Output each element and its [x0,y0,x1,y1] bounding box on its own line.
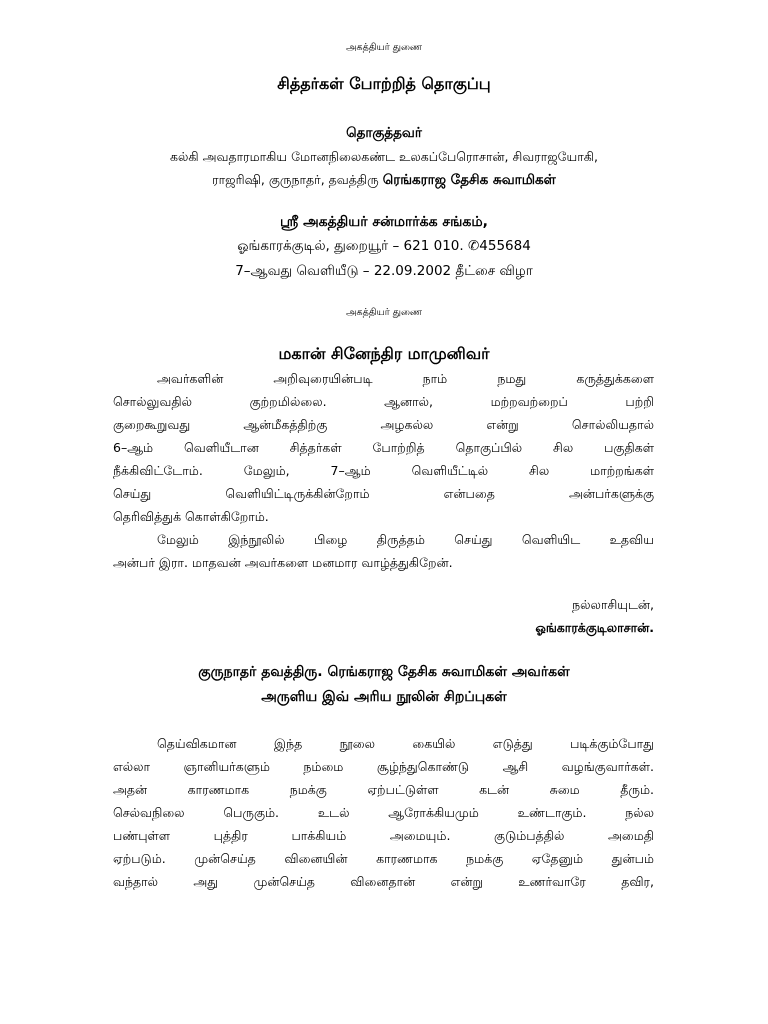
section-blessing: அகத்தியர் துணை [345,307,423,318]
section2-line: செல்வநிலை பெருகும். உடல் ஆரோக்கியமும் உண்டாகும். நல்ல [113,805,654,820]
compiler-line-2 [0,174,768,188]
section2-line: வந்தால் அது முன்செய்த வினைதான் என்று உணர்வாரே தவிர, [113,874,654,889]
org-name: ஸ்ரீ அகத்தியர் சன்மார்க்க சங்கம், [280,214,488,230]
section1-line: செய்து வெளியிட்டிருக்கின்றோம் என்பதை அன்பர்களுக்கு [113,486,654,501]
section1-line: நீக்கிவிட்டோம். மேலும், 7–ஆம் வெளியீட்டில் சில மாற்றங்கள் [113,463,654,478]
edition-line: 7–ஆவது வெளியீடு – 22.09.2002 தீட்சை விழா [235,263,533,279]
book-title: சித்தர்கள் போற்றித் தொகுப்பு [277,74,491,93]
section1-line: அவர்களின் அறிவுரையின்படி நாம் நமது கருத்துக்களை [157,371,654,386]
section2-line: எல்லா ஞானியர்களும் நம்மை சூழ்ந்துகொண்டு ஆசி வழங்குவார்கள். [113,759,654,774]
section2-line: பண்புள்ள புத்திர பாக்கியம் அமையும். குடும்பத்தில் அமைதி [113,828,654,843]
compiler-line-2-prefix: ராஜரிஷி, குருநாதர், தவத்திரு [212,172,379,187]
section1-line: மேலும் இந்நூலில் பிழை திருத்தம் செய்து வெளியிட உதவிய [157,532,654,547]
section2-title-line-1: குருநாதர் தவத்திரு. ரெங்கராஜ தேசிக சுவாமிகள் அவர்கள் [198,664,570,680]
header-blessing: அகத்தியர் துணை [345,42,423,53]
compiler-name: ரெங்கராஜ தேசிக சுவாமிகள் [382,172,556,188]
section2-line: தெய்விகமான இந்த நூலை கையில் எடுத்து படிக்கும்போது [157,736,654,751]
section1-line: 6–ஆம் வெளியீடான சித்தர்கள் போற்றித் தொகுப்பில் சில பகுதிகள் [113,440,654,455]
signature: ஓங்காரக்குடிலாசான். [535,620,654,635]
compiler-line-1: கல்கி அவதாரமாகிய மோனநிலைகண்ட உலகப்பேரொசான், சிவராஜயோகி, [170,149,598,164]
section2-line: ஏற்படும். முன்செய்த வினையின் காரணமாக நமக்கு ஏதேனும் துன்பம் [113,851,654,866]
compiler-heading: தொகுத்தவர் [346,125,422,141]
closing-text: நல்லாசியுடன், [572,597,654,612]
section1-line: அன்பர் இரா. மாதவன் அவர்களை மனமார வாழ்த்துகிறேன். [113,555,453,570]
section1-line: தெரிவித்துக் கொள்கிறோம். [113,509,269,524]
section1-line: சொல்லுவதில் குற்றமில்லை. ஆனால், மற்றவற்றைப் பற்றி [113,394,654,409]
section1-title: மகான் சினேந்திர மாமுனிவர் [278,344,490,363]
org-address: ஓங்காரக்குடில், துறையூர் – 621 010. ✆455684 [237,238,531,254]
section2-title-line-2: அருளிய இவ் அரிய நூலின் சிறப்புகள் [261,689,507,705]
section1-line: குறைகூறுவது ஆன்மீகத்திற்கு அழகல்ல என்று சொல்லியதால் [113,417,654,432]
section2-line: அதன் காரணமாக நமக்கு ஏற்பட்டுள்ள கடன் சுமை தீரும். [113,782,654,797]
